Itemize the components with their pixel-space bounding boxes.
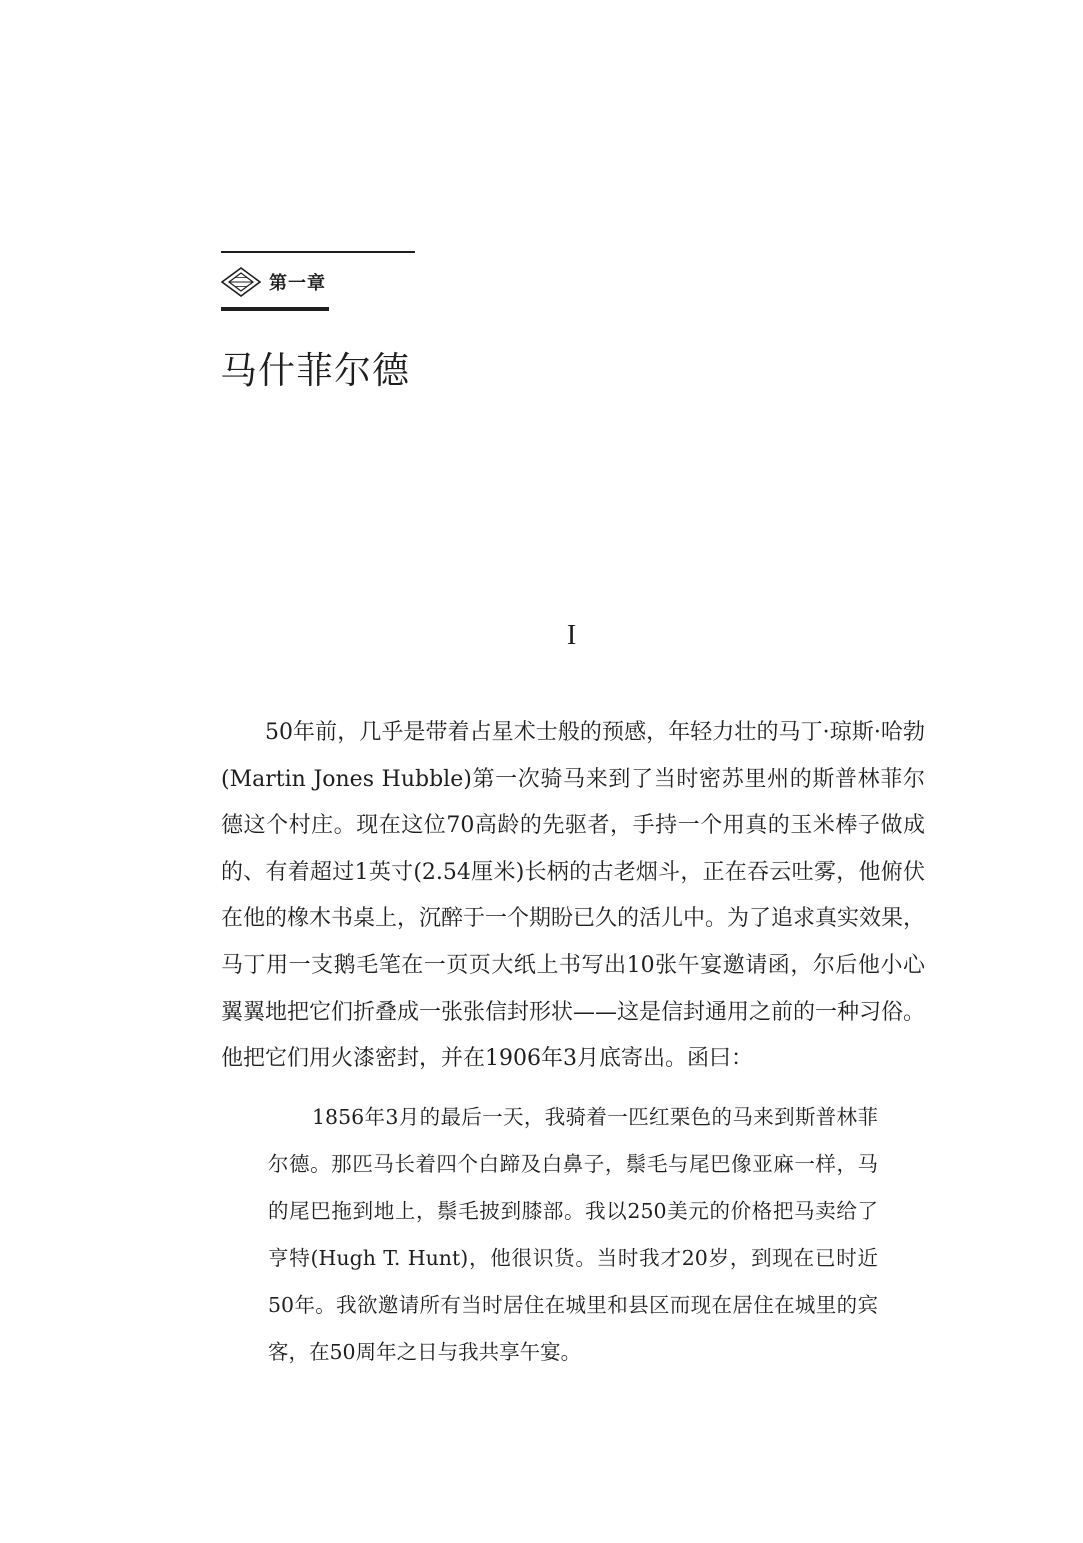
chapter-top-rule xyxy=(221,251,415,253)
chapter-bottom-rule xyxy=(221,307,329,311)
quoted-invitation: 1856年3月的最后一天，我骑着一匹红栗色的马来到斯普林菲尔德。那匹马长着四个白蹄及白鼻子，鬃毛与尾巴像亚麻一样，马的尾巴拖到地上，鬃毛披到膝部。我以250美元的价格把马卖给了亨特(Hugh T. Hunt)，他很识货。当时我才20岁，到现在已时近50年。我欲邀请所有当时居住在城里和县区而现在居住在城里的宾客，在50周年之日与我共享午宴。 xyxy=(268,1105,878,1364)
body-paragraph: 50年前，几乎是带着占星术士般的预感，年轻力壮的马丁·琼斯·哈勃(Martin Jones Hubble)第一次骑马来到了当时密苏里州的斯普林菲尔德这个村庄。现在这位70高龄的先驱者，手持一个用真的玉米棒子做成的、有着超过1英寸(2.54厘米)长柄的古老烟斗，正在吞云吐雾，他俯伏在他的橡木书桌上，沉醉于一个期盼已久的活儿中。为了追求真实效果，马丁用一支鹅毛笔在一页页大纸上书写出10张午宴邀请函，尔后他小心翼翼地把它们折叠成一张张信封形状——这是信封通用之前的一种习俗。他把它们用火漆密封，并在1906年3月底寄出。函曰： xyxy=(221,720,926,1072)
chapter-title: 马什菲尔德 xyxy=(220,349,410,392)
section-numeral: I xyxy=(566,620,577,651)
diamond-ornament-icon xyxy=(221,267,261,297)
chapter-label: 第一章 xyxy=(269,273,326,294)
chapter-heading xyxy=(221,262,326,302)
